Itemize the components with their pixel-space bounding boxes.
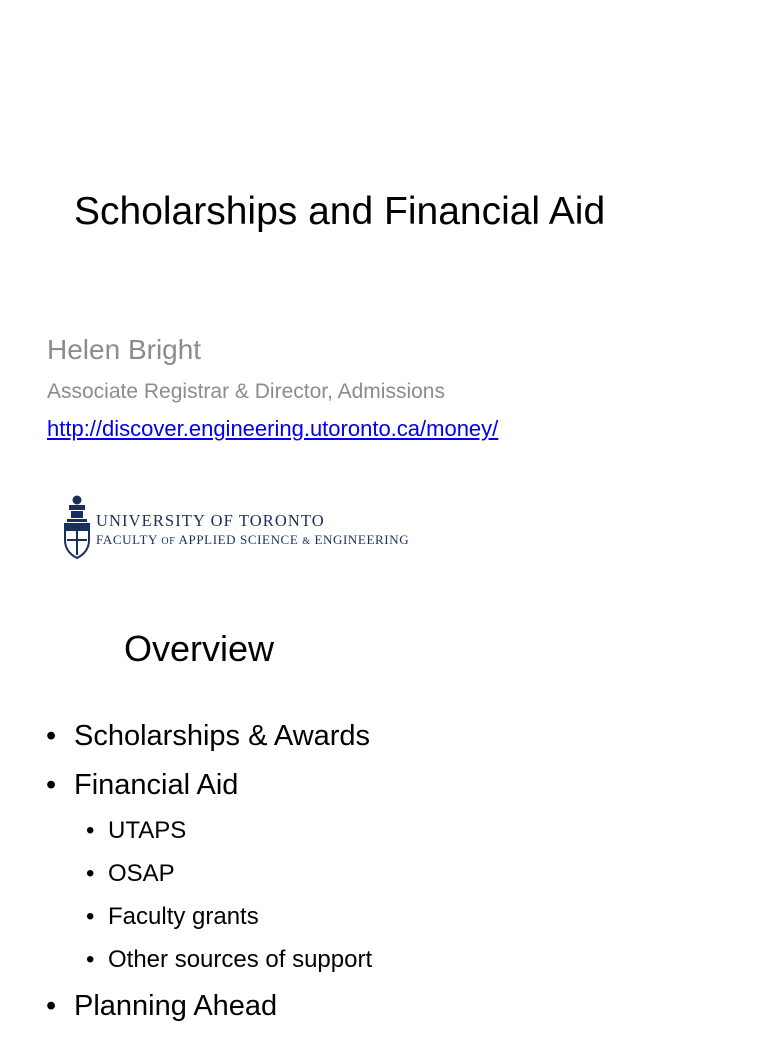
bullet-icon: • (46, 720, 57, 752)
bullet-icon: • (86, 860, 95, 887)
overview-title: Overview (124, 628, 275, 669)
list-item: • OSAP (86, 860, 175, 887)
logo-faculty-name: FACULTY OF APPLIED SCIENCE & ENGINEERING (96, 532, 410, 547)
list-item: • Scholarships & Awards (46, 720, 371, 752)
bullet-icon: • (46, 769, 57, 801)
list-item: • Faculty grants (86, 903, 259, 930)
uoft-logo (62, 494, 482, 562)
bullet-icon: • (86, 817, 95, 844)
logo-university-name: UNIVERSITY OF TORONTO (96, 511, 325, 530)
list-item: • Planning Ahead (46, 990, 278, 1022)
presenter-role: Associate Registrar & Director, Admissions (47, 380, 445, 403)
bullet-icon: • (86, 946, 95, 973)
bullet-icon: • (46, 990, 57, 1022)
list-item: • Other sources of support (86, 946, 373, 973)
bullet-icon: • (86, 903, 95, 930)
list-item: • UTAPS (86, 817, 187, 844)
overview-bullet-list (46, 718, 372, 1037)
university-crest-icon (62, 494, 92, 560)
money-link[interactable]: http://discover.engineering.utoronto.ca/money/ (47, 416, 499, 441)
presenter-name: Helen Bright (47, 334, 202, 365)
slide-title: Scholarships and Financial Aid (74, 190, 606, 233)
list-item: • Financial Aid (46, 769, 239, 801)
